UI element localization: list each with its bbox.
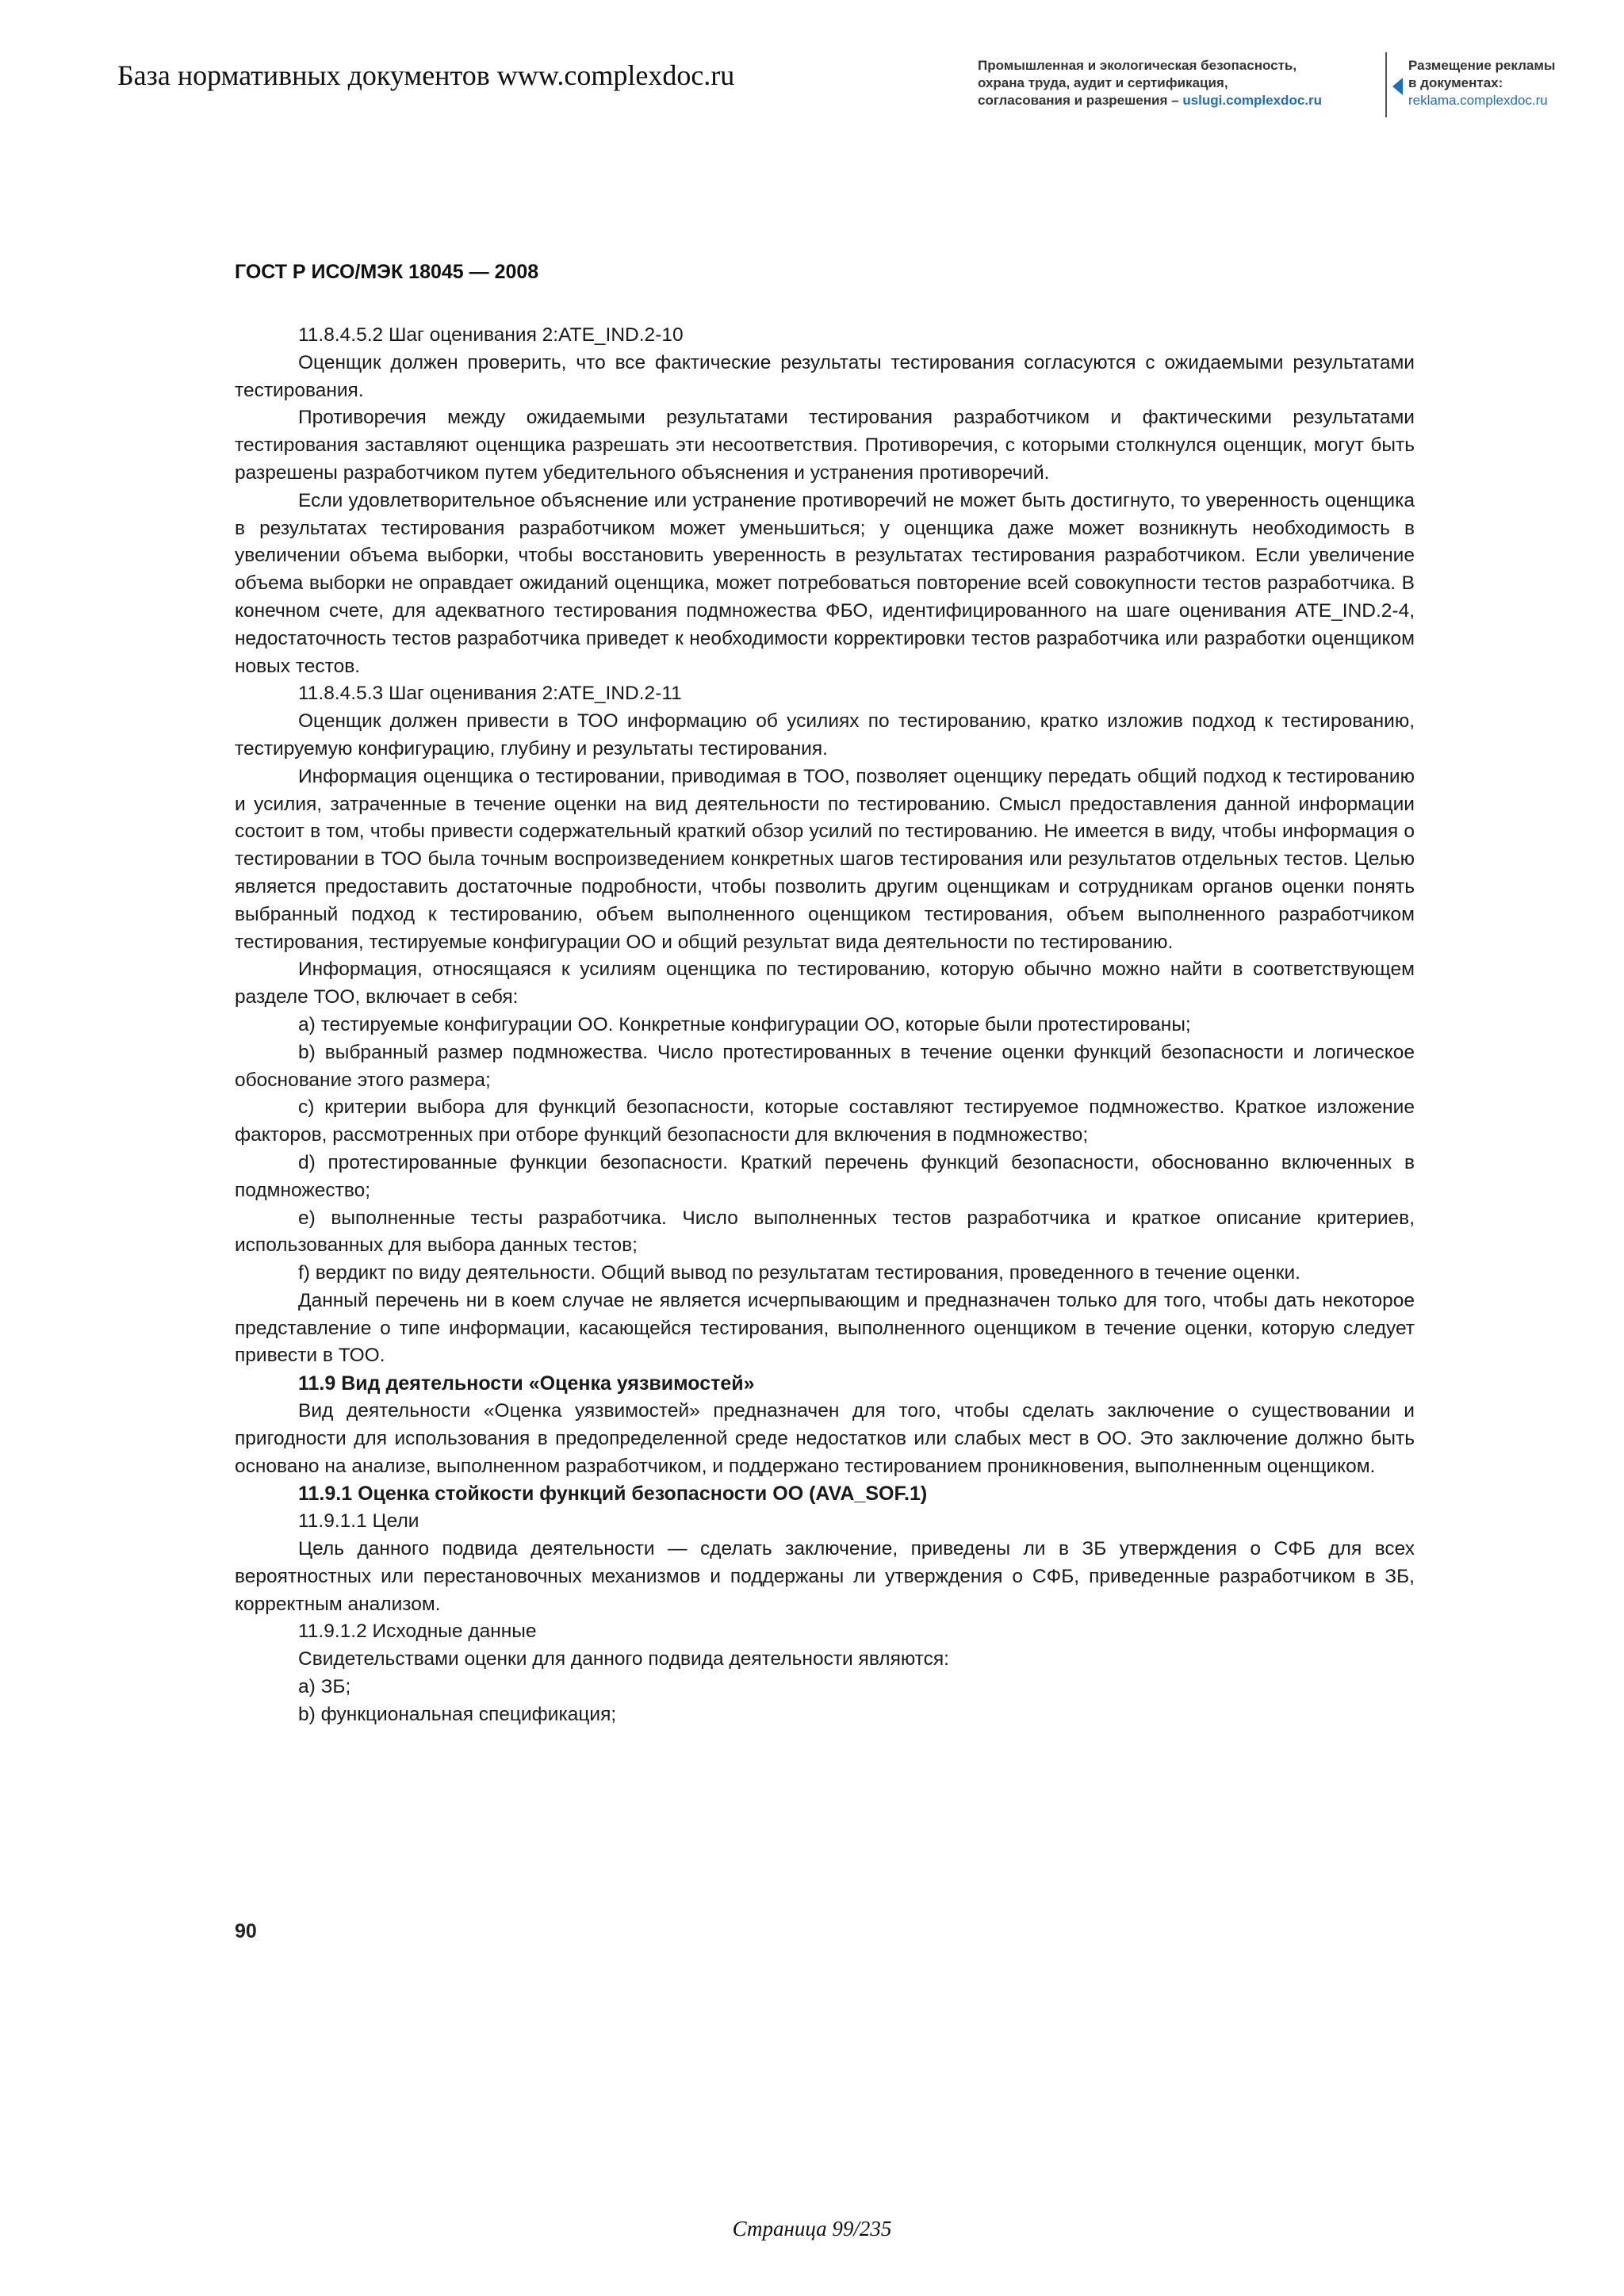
services-link[interactable]: uslugi.complexdoc.ru <box>1182 93 1323 108</box>
body-paragraph: Вид деятельности «Оценка уязвимостей» предназначен для того, чтобы сделать заключение о существовании и пригодности для использования в предопределенной среде недостатков или слабых мест в ОО. Это заключение должно быть основано на анализе, выполненном разработчиком, и поддержано тестированием проникновения, выполненным оценщиком. <box>235 1400 1415 1477</box>
ads-link[interactable]: reklama.complexdoc.ru <box>1408 93 1548 108</box>
body-paragraph: c) критерии выбора для функций безопасности, которые составляют тестируемое подмножество. Краткое изложение факторов, рассмотренных при отборе функций безопасности для включения в подмножество; <box>235 1096 1415 1146</box>
document-body <box>235 322 1415 1729</box>
services-line-1: Промышленная и экологическая безопасность, <box>978 58 1297 73</box>
body-paragraph: Цель данного подвида деятельности — сделать заключение, приведены ли в ЗБ утверждения о СФБ для всех вероятностных или перестановочных механизмов и поддержаны ли утверждения о СФБ, приведенные разработчиком в ЗБ, корректным анализом. <box>235 1538 1415 1615</box>
body-paragraph: Свидетельствами оценки для данного подвида деятельности являются: <box>298 1648 949 1670</box>
document-header: ГОСТ Р ИСО/МЭК 18045 — 2008 <box>235 261 539 283</box>
body-paragraph: a) ЗБ; <box>298 1676 351 1698</box>
body-paragraph: Оценщик должен проверить, что все фактические результаты тестирования согласуются с ожидаемыми результатами тестирования. <box>235 351 1415 401</box>
body-paragraph: d) протестированные функции безопасности. Краткий перечень функций безопасности, обоснованно включенных в подмножество; <box>235 1151 1415 1201</box>
ads-line-1: Размещение рекламы <box>1408 58 1556 73</box>
services-line-3-text: согласования и разрешения – <box>978 93 1183 108</box>
body-paragraph: Данный перечень ни в коем случае не является исчерпывающим и предназначен только для того, чтобы дать некоторое представление о типе информации, касающейся тестирования, выполненного оценщиком в течение оценки, которую следует привести в ТОО. <box>235 1289 1415 1367</box>
body-paragraph: b) функциональная спецификация; <box>298 1703 617 1725</box>
section-heading: 11.9 Вид деятельности «Оценка уязвимостей» <box>298 1372 755 1395</box>
body-paragraph: Противоречия между ожидаемыми результатами тестирования разработчиком и фактическими результатами тестирования заставляют оценщика разрешать эти несоответствия. Противоречия, с которыми столкнулся оценщик, могут быть разрешены разработчиком путем убедительного объяснения и устранения противоречий. <box>235 407 1415 484</box>
body-paragraph: 11.9.1.1 Цели <box>298 1510 419 1533</box>
body-paragraph: 11.8.4.5.3 Шаг оценивания 2:ATE_IND.2-11 <box>298 683 682 705</box>
body-paragraph: Информация, относящаяся к усилиям оценщика по тестированию, которую обычно можно найти в соответствующем разделе ТОО, включает в себя: <box>235 959 1415 1008</box>
site-title: База нормативных документов www.complexdoc.ru <box>117 59 735 91</box>
services-banner[interactable] <box>978 57 1374 109</box>
arrow-left-icon <box>1392 78 1403 95</box>
body-paragraph: 11.9.1.2 Исходные данные <box>298 1621 537 1643</box>
banner-divider <box>1385 52 1387 117</box>
services-line-3 <box>978 92 1374 109</box>
body-paragraph: Если удовлетворительное объяснение или устранение противоречий не может быть достигнуто, то уверенность оценщика в результатах тестирования разработчиком может уменьшиться; у оценщика даже может возникнуть необходимость в увеличении объема выборки, чтобы восстановить уверенность в результатах тестирования разработчиком. Если увеличение объема выборки не оправдает ожиданий оценщика, может потребоваться повторение всей совокупности тестов разработчика. В конечном счете, для адекватного тестирования подмножества ФБО, идентифицированного на шаге оценивания ATE_IND.2-4, недостаточность тестов разработчика приведет к необходимости корректировки тестов разработчика или разработки оценщиком новых тестов. <box>235 489 1415 677</box>
body-paragraph: a) тестируемые конфигурации ОО. Конкретные конфигурации ОО, которые были протестированы; <box>298 1013 1191 1035</box>
section-heading: 11.9.1 Оценка стойкости функций безопасности ОО (AVA_SOF.1) <box>298 1483 928 1506</box>
page-number: 90 <box>235 1920 257 1942</box>
body-paragraph: Оценщик должен привести в ТОО информацию об усилиях по тестированию, кратко изложив подход к тестированию, тестируемую конфигурацию, глубину и результаты тестирования. <box>235 710 1415 760</box>
body-paragraph: 11.8.4.5.2 Шаг оценивания 2:ATE_IND.2-10 <box>298 324 684 346</box>
body-paragraph: Информация оценщика о тестировании, приводимая в ТОО, позволяет оценщику передать общий подход к тестированию и усилия, затраченные в течение оценки на вид деятельности по тестированию. Смысл предоставления данной информации состоит в том, чтобы привести содержательный краткий обзор усилий по тестированию. Не имеется в виду, чтобы информация о тестировании в ТОО была точным воспроизведением конкретных шагов тестирования или результатов отдельных тестов. Целью является предоставить достаточные подробности, чтобы позволить другим оценщикам и сотрудникам органов оценки понять выбранный подход к тестированию, объем выполненного оценщиком тестирования, объем выполненного разработчиком тестирования, тестируемые конфигурации ОО и общий результат вида деятельности по тестированию. <box>235 765 1415 953</box>
services-line-2: охрана труда, аудит и сертификация, <box>978 75 1228 90</box>
page-footer: Страница 99/235 <box>732 2217 892 2241</box>
body-paragraph: f) вердикт по виду деятельности. Общий вывод по результатам тестирования, проведенного в течение оценки. <box>298 1262 1300 1284</box>
body-paragraph: e) выполненные тесты разработчика. Число выполненных тестов разработчика и краткое описание критериев, использованных для выбора данных тестов; <box>235 1207 1415 1257</box>
body-paragraph: b) выбранный размер подмножества. Число протестированных в течение оценки функций безопасности и логическое обоснование этого размера; <box>235 1041 1415 1091</box>
ads-banner[interactable] <box>1408 57 1599 109</box>
ads-line-2: в документах: <box>1408 75 1503 90</box>
